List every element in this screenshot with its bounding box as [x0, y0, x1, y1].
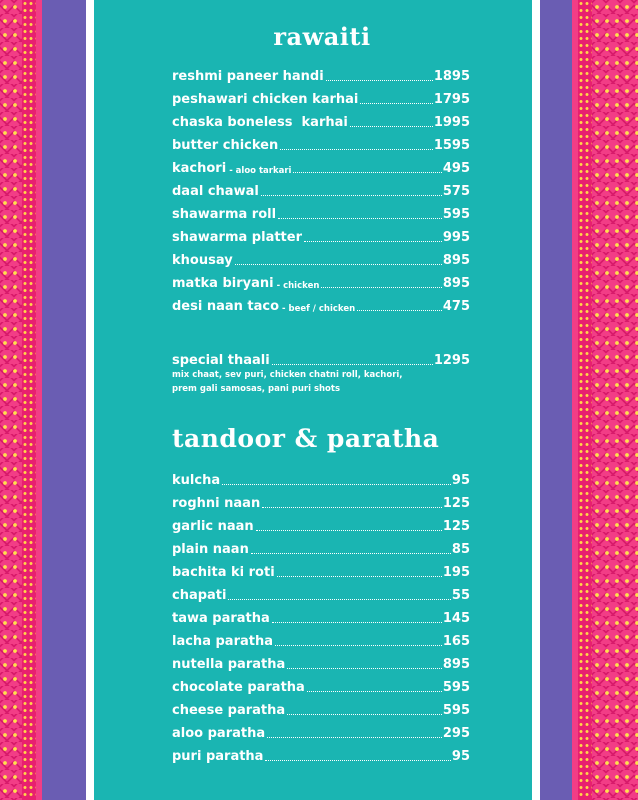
item-price: 895	[442, 657, 470, 672]
dot-leader	[261, 195, 442, 196]
section-title-rawaiti: rawaiti	[273, 22, 371, 51]
item-name: roghni naan	[172, 496, 261, 511]
dot-leader	[326, 80, 433, 81]
item-name: chaska boneless karhai	[172, 115, 348, 130]
item-name: lacha paratha	[172, 634, 273, 649]
item-price: 125	[442, 496, 470, 511]
item-name: garlic naan	[172, 519, 254, 534]
item-name: reshmi paneer handi	[172, 69, 324, 84]
item-name: cheese paratha	[172, 703, 286, 718]
item-name: chocolate paratha	[172, 680, 305, 695]
item-price: 1795	[433, 92, 470, 107]
dot-leader	[287, 714, 442, 715]
dot-leader	[235, 264, 442, 265]
menu-item	[172, 292, 470, 314]
item-price: 165	[442, 634, 470, 649]
right-border-dots	[578, 0, 592, 800]
item-price: 295	[442, 726, 470, 741]
item-name: puri paratha	[172, 749, 264, 764]
menu-item	[172, 466, 470, 488]
item-price: 1295	[433, 353, 470, 368]
item-name: kachori	[172, 161, 227, 176]
section-title-tandoor-paratha: tandoor & paratha	[172, 424, 440, 453]
item-price: 895	[442, 253, 470, 268]
menu-item	[172, 673, 470, 695]
item-price: 195	[442, 565, 470, 580]
item-price: 85	[451, 542, 470, 557]
item-price: 595	[442, 207, 470, 222]
menu-item	[172, 742, 470, 764]
dot-leader	[251, 553, 451, 554]
menu-item	[172, 108, 470, 130]
menu-item	[172, 223, 470, 245]
dot-leader	[287, 668, 442, 669]
menu-item	[172, 512, 470, 534]
special-thaali-row	[172, 346, 470, 368]
item-note: - chicken	[276, 281, 320, 291]
dot-leader	[293, 172, 441, 173]
item-price: 575	[442, 184, 470, 199]
item-name: desi naan taco	[172, 299, 280, 314]
dot-leader	[267, 737, 442, 738]
dot-leader	[307, 691, 442, 692]
left-border-dots	[22, 0, 36, 800]
item-name: kulcha	[172, 473, 221, 488]
menu-item	[172, 489, 470, 511]
right-border-white-line	[532, 0, 540, 800]
item-price: 595	[442, 703, 470, 718]
item-name: tawa paratha	[172, 611, 270, 626]
item-name: bachita ki roti	[172, 565, 275, 580]
menu-item	[172, 604, 470, 626]
dot-leader	[278, 218, 442, 219]
item-price: 1895	[433, 69, 470, 84]
item-price: 95	[451, 749, 470, 764]
dot-leader	[277, 576, 442, 577]
item-name: shawarma roll	[172, 207, 277, 222]
dot-leader	[272, 364, 433, 365]
item-price: 495	[442, 161, 470, 176]
menu-item	[172, 696, 470, 718]
dot-leader	[262, 507, 442, 508]
item-name: chapati	[172, 588, 227, 603]
menu-item	[172, 200, 470, 222]
item-price: 475	[442, 299, 470, 314]
item-note: - aloo tarkari	[229, 166, 292, 176]
dot-leader	[304, 241, 442, 242]
dot-leader	[228, 599, 450, 600]
item-name: peshawari chicken karhai	[172, 92, 359, 107]
left-border-purple-stripe	[42, 0, 86, 800]
menu-item	[172, 177, 470, 199]
menu-item	[172, 627, 470, 649]
item-price: 995	[442, 230, 470, 245]
right-border-pattern	[592, 0, 638, 800]
menu-item	[172, 719, 470, 741]
left-border-pattern	[0, 0, 22, 800]
item-name: daal chawal	[172, 184, 259, 199]
dot-leader	[280, 149, 433, 150]
left-border-white-line	[86, 0, 94, 800]
menu-item	[172, 650, 470, 672]
dot-leader	[350, 126, 433, 127]
special-thaali-description-line1: mix chaat, sev puri, chicken chatni roll, kachori,	[172, 370, 403, 380]
dot-leader	[357, 310, 442, 311]
item-price: 145	[442, 611, 470, 626]
item-price: 125	[442, 519, 470, 534]
item-price: 95	[451, 473, 470, 488]
menu-item	[172, 269, 470, 291]
item-name: shawarma platter	[172, 230, 302, 245]
menu-item	[172, 581, 470, 603]
menu-item	[172, 85, 470, 107]
menu-item	[172, 558, 470, 580]
special-thaali-description-line2: prem gali samosas, pani puri shots	[172, 384, 341, 394]
menu-item	[172, 131, 470, 153]
dot-leader	[321, 287, 441, 288]
item-name: butter chicken	[172, 138, 279, 153]
dot-leader	[222, 484, 451, 485]
menu-item	[172, 62, 470, 84]
menu-item	[172, 535, 470, 557]
item-name: plain naan	[172, 542, 249, 557]
dot-leader	[256, 530, 442, 531]
item-name: aloo paratha	[172, 726, 266, 741]
item-price: 55	[451, 588, 470, 603]
item-name: special thaali	[172, 353, 270, 368]
item-name: matka biryani	[172, 276, 274, 291]
item-price: 1995	[433, 115, 470, 130]
item-note: - beef / chicken	[282, 304, 356, 314]
right-border-purple-stripe	[540, 0, 572, 800]
item-price: 895	[442, 276, 470, 291]
menu-item	[172, 246, 470, 268]
dot-leader	[275, 645, 442, 646]
dot-leader	[265, 760, 450, 761]
dot-leader	[272, 622, 442, 623]
item-price: 1595	[433, 138, 470, 153]
menu-item	[172, 154, 470, 176]
dot-leader	[360, 103, 432, 104]
item-name: khousay	[172, 253, 233, 268]
item-price: 595	[442, 680, 470, 695]
item-name: nutella paratha	[172, 657, 286, 672]
